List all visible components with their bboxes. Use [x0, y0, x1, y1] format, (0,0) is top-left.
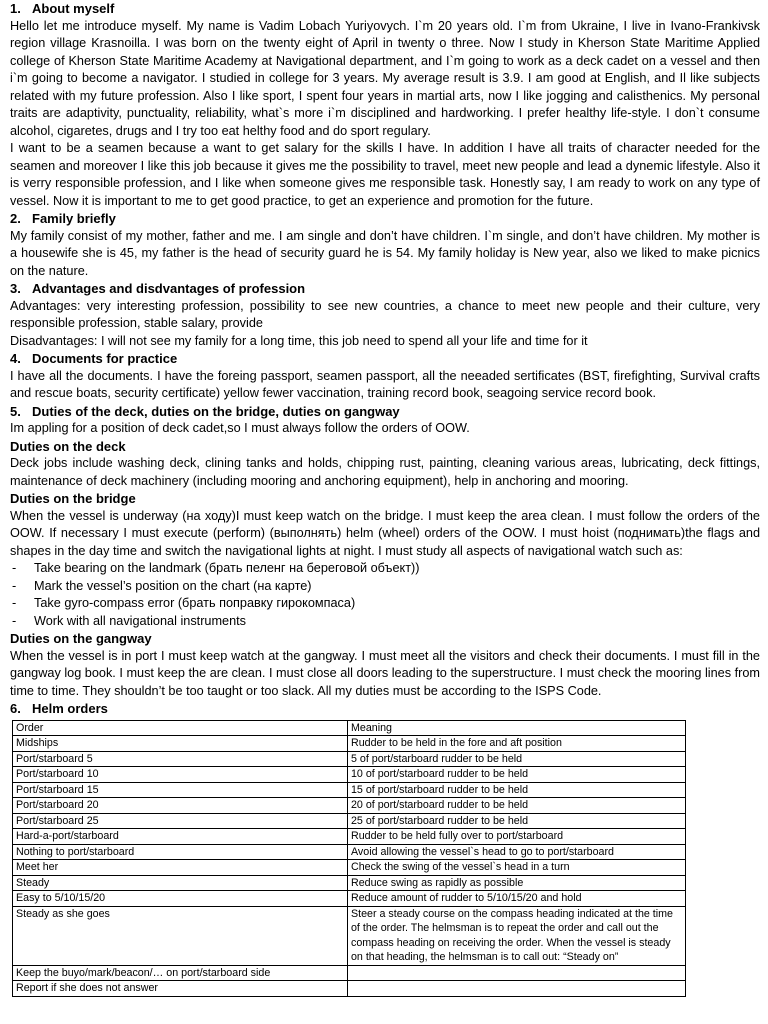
bridge-duties-paragraph: When the vessel is underway (на ходу)I must keep watch on the bridge. I must keep the area clean. I must follow the orders of the OOW. If necessary I must execute (perform) (выполнять) helm (wheel) orders of the OOW. I must hoist (поднимать)the flags and shapes in the day time and switch the navigational lights at night. I must study all aspects of navigational watch such as:	[10, 508, 760, 558]
order-cell: Port/starboard 5	[13, 751, 348, 767]
order-cell: Report if she does not answer	[13, 981, 348, 997]
list-item: - Work with all navigational instruments	[10, 613, 760, 631]
meaning-cell: Reduce swing as rapidly as possible	[347, 875, 685, 891]
table-row	[13, 813, 686, 829]
list-item: - Take bearing on the landmark (брать пеленг на береговой объект))	[10, 560, 760, 578]
table-row	[13, 798, 686, 814]
advantages-paragraph: Advantages: very interesting profession, possibility to see new countries, a chance to meet new people and their culture, very responsible profession, stable salary, provide	[10, 298, 760, 330]
meaning-cell: 20 of port/starboard rudder to be held	[347, 798, 685, 814]
table-row	[13, 751, 686, 767]
section-title: Duties of the deck, duties on the bridge, duties on gangway	[32, 403, 400, 419]
deck-duties-paragraph: Deck jobs include washing deck, clining tanks and holds, chipping rust, painting, cleaning various areas, lubricating, deck fittings, maintenance of deck machinery (including mooring and anchoring equipment), help in anchoring and mooring.	[10, 456, 760, 488]
section-heading-helm	[10, 700, 760, 718]
meaning-cell: Avoid allowing the vessel`s head to go to port/starboard	[347, 844, 685, 860]
table-row	[13, 782, 686, 798]
table-row	[13, 844, 686, 860]
order-cell: Easy to 5/10/15/20	[13, 891, 348, 907]
table-row	[13, 860, 686, 876]
gangway-duties-paragraph: When the vessel is in port I must keep watch at the gangway. I must meet all the visitors and check their documents. I must fill in the gangway log book. I must keep the are clean. I must close all doors leading to the superstructure. I must check the mooring lines from time to time. They shouldn’t be too taught or too slack. All my duties must be according to the ISPS Code.	[10, 648, 760, 698]
table-row	[13, 736, 686, 752]
table-row	[13, 965, 686, 981]
meaning-cell: 25 of port/starboard rudder to be held	[347, 813, 685, 829]
family-paragraph: My family consist of my mother, father and me. I am single and don’t have children. I`m single, and don’t have children. My mother is a housewife she is 45, my father is the head of security guard he is 54. My family holiday is New year, also we liked to make picnics on the nature.	[10, 228, 760, 278]
header-cell-meaning: Meaning	[347, 720, 685, 736]
navigational-watch-list	[10, 560, 760, 630]
about-paragraph-1: Hello let me introduce myself. My name is Vadim Lobach Yuriyovych. I`m 20 years old. I`m from Ukraine, I live in Ivano-Frankivsk region village Krasnoilla. I was born on the twenty eight of April in twenty o three. Now I study in Kherson State Maritime Applied college of Kherson State Maritime Academy at Navigational department, and I`m going to work as a deck cadet on a vessel and then i`m going to become a navigator. I studied in college for 3 years. My average result is 3.9. I am good at English, and Il like subjects related with my future profession. Also I like sport, I spent four years in martial arts, now I like jogging and calisthenics. My personal traits are adaptivity, punctuality, reliability, what`s more i`m disciplined and hardworking. I prefer healthy life-style. I don`t consume alcohol, cigaretes, drugs and I try too eat helthy food and do sport regulary.	[10, 18, 760, 138]
meaning-cell	[347, 965, 685, 981]
disadvantages-paragraph: Disadvantages: I will not see my family for a long time, this job need to spend all your life and time for it	[10, 333, 588, 348]
table-row	[13, 981, 686, 997]
list-item: - Take gyro-compass error (брать поправку гирокомпаса)	[10, 595, 760, 613]
section-title: About myself	[32, 1, 115, 16]
subheading-gangway: Duties on the gangway	[10, 631, 152, 646]
documents-paragraph: I have all the documents. I have the foreing passport, seamen passport, all the neeaded sertificates (BST, firefighting, Survival crafts and rescue boats, security certificate) yellow fewer vaccination, training record book, seagoing service record book.	[10, 368, 760, 400]
section-heading-duties	[10, 403, 760, 421]
meaning-cell	[347, 981, 685, 997]
order-cell: Port/starboard 15	[13, 782, 348, 798]
order-cell: Steady as she goes	[13, 906, 348, 965]
order-cell: Nothing to port/starboard	[13, 844, 348, 860]
duties-intro: Im appling for a position of deck cadet,so I must always follow the orders of OOW.	[10, 421, 470, 435]
helm-orders-table	[12, 720, 686, 997]
section-title: Advantages and disdvantages of profession	[32, 281, 306, 296]
order-cell: Port/starboard 20	[13, 798, 348, 814]
table-header-row	[13, 720, 686, 736]
order-cell: Port/starboard 25	[13, 813, 348, 829]
table-row	[13, 829, 686, 845]
section-heading-family	[10, 210, 760, 228]
section-number: 2.	[10, 211, 21, 226]
order-cell: Steady	[13, 875, 348, 891]
table-row	[13, 767, 686, 783]
section-number: 3.	[10, 281, 21, 296]
subheading-bridge: Duties on the bridge	[10, 491, 136, 506]
order-cell: Hard-a-port/starboard	[13, 829, 348, 845]
order-cell: Port/starboard 10	[13, 767, 348, 783]
section-title: Helm orders	[32, 701, 108, 716]
meaning-cell: 5 of port/starboard rudder to be held	[347, 751, 685, 767]
section-number: 4.	[10, 351, 21, 366]
section-number: 1.	[10, 1, 21, 16]
about-paragraph-2: I want to be a seamen because a want to get salary for the skills I have. In addition I have all traits of character needed for the seamen and moreover I like this job because it gives me the possibility to travel, meet new people and lead a dynemic lifestyle. Also it is verry responsible profession, and I like when someone gives me responsible task. Honestly say, I am ready to work on any type of vessel. Now it is important to me to get good practice, to get an experience and promotion for the future.	[10, 141, 760, 208]
meaning-cell: 10 of port/starboard rudder to be held	[347, 767, 685, 783]
section-title: Documents for practice	[32, 351, 178, 366]
section-heading-about	[10, 0, 760, 18]
meaning-cell: 15 of port/starboard rudder to be held	[347, 782, 685, 798]
list-item: - Mark the vessel’s position on the chart (на карте)	[10, 578, 760, 596]
section-title: Family briefly	[32, 211, 116, 226]
meaning-cell: Reduce amount of rudder to 5/10/15/20 and hold	[347, 891, 685, 907]
order-cell: Meet her	[13, 860, 348, 876]
header-cell-order: Order	[13, 720, 348, 736]
section-heading-documents	[10, 350, 760, 368]
meaning-cell: Check the swing of the vessel`s head in a turn	[347, 860, 685, 876]
meaning-cell: Rudder to be held fully over to port/starboard	[347, 829, 685, 845]
table-row	[13, 891, 686, 907]
subheading-deck: Duties on the deck	[10, 438, 126, 454]
section-number: 6.	[10, 701, 21, 716]
section-number: 5.	[10, 403, 21, 419]
section-heading-advantages	[10, 280, 760, 298]
table-row	[13, 906, 686, 965]
order-cell: Midships	[13, 736, 348, 752]
meaning-cell: Steer a steady course on the compass heading indicated at the time of the order. The helmsman is to repeat the order and call out the compass heading on receiving the order. When the vessel is steady on that heading, the helmsman is to call out: “Steady on”	[347, 906, 685, 965]
table-row	[13, 875, 686, 891]
meaning-cell: Rudder to be held in the fore and aft position	[347, 736, 685, 752]
order-cell: Keep the buyo/mark/beacon/… on port/starboard side	[13, 965, 348, 981]
